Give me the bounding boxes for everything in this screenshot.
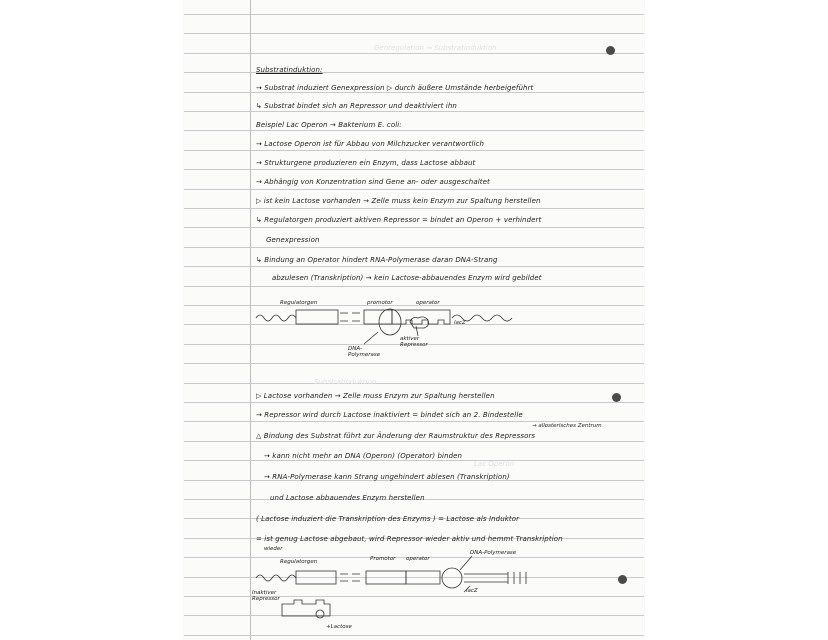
note-line: ↳ Bindung an Operator hindert RNA-Polymerase daran DNA-Strang xyxy=(256,256,498,264)
label-dna-polymerase: DNA-Polymerase xyxy=(348,346,381,358)
note-line: ( Lactose induziert die Transkription des Enzyms ) = Lactose als Induktor xyxy=(256,515,520,523)
note-line: abzulesen (Transkription) → kein Lactose-abbauendes Enzym wird gebildet xyxy=(272,274,542,282)
note-annotation: → allosterisches Zentrum xyxy=(532,423,602,429)
regulator-gene-box xyxy=(296,310,338,324)
label-operator: operator xyxy=(416,300,440,306)
note-line: → Substrat induziert Genexpression ▷ durch äußere Umstände herbeigeführt xyxy=(256,84,534,92)
promotor-box xyxy=(364,310,392,324)
note-line: → Strukturgene produzieren ein Enzym, dass Lactose abbaut xyxy=(256,159,476,167)
promotor-box-2 xyxy=(366,571,406,584)
label-active-repressor: aktiver Repressor xyxy=(400,336,428,348)
note-line: → Repressor wird durch Lactose inaktiviert = bindet sich an 2. Bindestelle xyxy=(256,411,523,419)
note-annotation: wieder xyxy=(264,546,283,552)
note-line: ↳ Regulatorgen produziert aktiven Repressor = bindet an Operon + verhindert xyxy=(256,216,542,224)
label-lacz: lacZ xyxy=(454,320,466,326)
label-operator-2: operator xyxy=(406,556,430,562)
dna-dashes-2 xyxy=(340,574,360,581)
lacz-arrow xyxy=(464,586,470,592)
label-promotor: promotor xyxy=(367,300,393,306)
polymerase-pointer xyxy=(460,556,472,570)
note-line: ▷ ist kein Lactose vorhanden → Zelle muss kein Enzym zur Spaltung herstellen xyxy=(256,197,541,205)
lac-operon-diagrams xyxy=(184,0,644,640)
note-line: ▷ Lactose vorhanden → Zelle muss Enzym zur Spaltung herstellen xyxy=(256,392,495,400)
ghost-text: Genregulation → Substratinduktion xyxy=(374,44,497,52)
lacz-coil-2 xyxy=(508,572,526,584)
note-line: ↳ Substrat bindet sich an Repressor und deaktiviert ihn xyxy=(256,102,457,110)
note-line: Beispiel Lac Operon → Bakterium E. coli: xyxy=(256,121,402,129)
repressor-shape xyxy=(410,317,429,328)
lacz-gene-2 xyxy=(464,574,508,582)
lactose-molecule xyxy=(316,610,324,618)
label-promotor-2: Promotor xyxy=(370,556,396,562)
note-line: → Lactose Operon ist für Abbau von Milchzucker verantwortlich xyxy=(256,140,485,148)
dna-coil-2 xyxy=(256,575,296,581)
label-lacz-2: lacZ xyxy=(466,588,478,594)
note-line: △ Bindung des Substrat führt zur Änderung der Raumstruktur des Repressors xyxy=(256,432,536,440)
note-line: Genexpression xyxy=(266,236,320,244)
note-line: → RNA-Polymerase kann Strang ungehindert ablesen (Transkription) xyxy=(264,473,510,481)
label-lactose: +Lactose xyxy=(326,624,352,630)
note-line: und Lactose abbauendes Enzym herstellen xyxy=(270,494,425,502)
label-regulatorgen-2: Regulatorgen xyxy=(280,559,318,565)
lacz-gene xyxy=(452,315,512,321)
label-regulatorgen: Regulatorgen xyxy=(280,300,318,306)
heading: Substratinduktion: xyxy=(256,66,323,74)
repressor-inactive xyxy=(282,600,330,616)
note-line: = ist genug Lactose abgebaut, wird Repressor wieder aktiv und hemmt Transkription xyxy=(256,535,563,543)
label-dna-polymerase-2: DNA-Polymerase xyxy=(470,550,517,556)
dna-polymerase-shape-2 xyxy=(442,568,462,588)
ghost-text: Substratinduktion xyxy=(314,378,377,386)
note-line: → Abhängig von Konzentration sind Gene an- oder ausgeschaltet xyxy=(256,178,490,186)
operator-box-2 xyxy=(406,571,440,584)
dna-coil xyxy=(256,315,296,321)
dna-dashes xyxy=(340,313,360,321)
dna-polymerase-shape xyxy=(379,309,401,335)
regulator-gene-box-2 xyxy=(296,571,336,584)
ghost-text: Lac Operon xyxy=(474,460,515,468)
notebook-page xyxy=(184,0,644,640)
label-inactive-repressor: Inaktiver Repressor xyxy=(252,590,280,602)
note-line: → kann nicht mehr an DNA (Operon) (Operator) binden xyxy=(264,452,463,460)
